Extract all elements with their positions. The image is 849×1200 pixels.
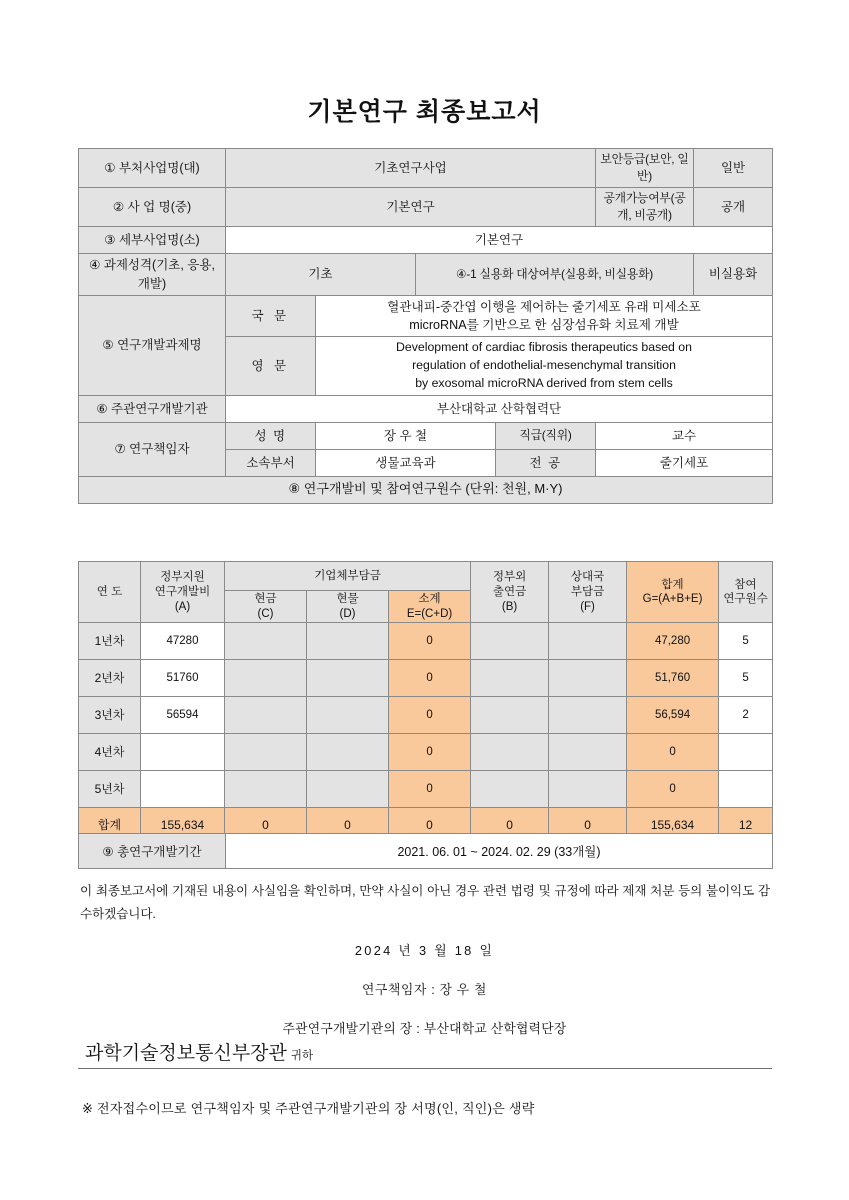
english-title-line-2: regulation of endothelial-mesenchymal transition bbox=[412, 357, 676, 372]
budget-cell-staff-count bbox=[719, 771, 773, 808]
table-row-project-type bbox=[79, 254, 773, 295]
budget-cell-partner bbox=[549, 771, 627, 808]
label-research-period: ⑨ 총연구개발기간 bbox=[79, 834, 226, 869]
table-row-program-name bbox=[79, 188, 773, 227]
budget-section-header: ⑧ 연구개발비 및 참여연구원수 (단위: 천원, M·Y) bbox=[79, 476, 773, 503]
budget-cell-inkind bbox=[307, 771, 389, 808]
label-principal-investigator: ⑦ 연구책임자 bbox=[79, 422, 226, 476]
header-cash-line1: 현금 bbox=[254, 593, 277, 605]
value-ministry-program: 기초연구사업 bbox=[226, 149, 596, 188]
budget-row bbox=[79, 771, 773, 808]
budget-cell-staff-count: 5 bbox=[719, 660, 773, 697]
label-commercialization: ④-1 실용화 대상여부(실용화, 비실용화) bbox=[416, 254, 694, 295]
budget-row-year: 2년차 bbox=[79, 660, 141, 697]
budget-total-inkind: 0 bbox=[307, 808, 389, 843]
label-pi-department: 소속부서 bbox=[226, 449, 316, 476]
budget-row-year: 5년차 bbox=[79, 771, 141, 808]
budget-header-row-1 bbox=[79, 562, 773, 591]
budget-total-grand-total: 155,634 bbox=[627, 808, 719, 843]
ministry-honorific: 귀하 bbox=[290, 1050, 314, 1062]
budget-cell-subtotal: 0 bbox=[389, 734, 471, 771]
budget-total-staff-count: 12 bbox=[719, 808, 773, 843]
table-row-budget-section-header bbox=[79, 476, 773, 503]
label-pi-name: 성 명 bbox=[226, 422, 316, 449]
budget-cell-cash bbox=[225, 771, 307, 808]
budget-cell-grand-total: 56,594 bbox=[627, 697, 719, 734]
statement-line-1: 이 최종보고서에 기재된 내용이 사실임을 확인하며, 만약 사실이 아닌 경우 관련 법령 및 규정에 따라 제재 bbox=[80, 884, 647, 898]
budget-cell-nongov bbox=[471, 660, 549, 697]
budget-row bbox=[79, 660, 773, 697]
table-row-host-organization bbox=[79, 395, 773, 422]
header-gov-fund-line3: (A) bbox=[174, 600, 191, 613]
project-info-table bbox=[78, 148, 773, 504]
budget-cell-nongov bbox=[471, 697, 549, 734]
budget-row-year: 4년차 bbox=[79, 734, 141, 771]
english-title-line-1: Development of cardiac fibrosis therapeutics based on bbox=[396, 340, 692, 355]
value-pi-rank: 교수 bbox=[596, 422, 773, 449]
budget-cell-partner bbox=[549, 697, 627, 734]
header-nongov-fund bbox=[471, 562, 549, 623]
budget-total-nongov: 0 bbox=[471, 808, 549, 843]
value-host-organization: 부산대학교 산학협력단 bbox=[226, 395, 773, 422]
budget-cell-gov-fund: 56594 bbox=[141, 697, 225, 734]
budget-cell-cash bbox=[225, 734, 307, 771]
budget-cell-nongov bbox=[471, 771, 549, 808]
budget-cell-gov-fund bbox=[141, 771, 225, 808]
budget-total-subtotal: 0 bbox=[389, 808, 471, 843]
table-row-project-title-ko bbox=[79, 295, 773, 337]
header-inkind-line2: (D) bbox=[339, 607, 356, 620]
budget-cell-grand-total: 0 bbox=[627, 734, 719, 771]
value-pi-name: 장 우 철 bbox=[316, 422, 496, 449]
header-inkind-line1: 현물 bbox=[336, 593, 359, 605]
budget-cell-staff-count: 5 bbox=[719, 623, 773, 660]
budget-cell-inkind bbox=[307, 660, 389, 697]
budget-cell-inkind bbox=[307, 734, 389, 771]
budget-cell-staff-count bbox=[719, 734, 773, 771]
budget-cell-partner bbox=[549, 623, 627, 660]
table-row-research-period bbox=[79, 834, 773, 869]
value-disclosure: 공개 bbox=[694, 188, 773, 227]
value-pi-department: 생물교육과 bbox=[316, 449, 496, 476]
header-grand-total bbox=[627, 562, 719, 623]
budget-total-partner: 0 bbox=[549, 808, 627, 843]
table-row-sub-program bbox=[79, 227, 773, 254]
header-gov-fund-line2: 연구개발비 bbox=[154, 585, 211, 598]
header-partner-country-fund bbox=[549, 562, 627, 623]
statement-line-2: 처분 등의 불이익도 감수하겠습니다. bbox=[80, 884, 770, 922]
value-program-name: 기본연구 bbox=[226, 188, 596, 227]
budget-cell-grand-total: 0 bbox=[627, 771, 719, 808]
header-gov-fund-line1: 정부지원 bbox=[160, 571, 205, 584]
header-total-line1: 합계 bbox=[661, 578, 684, 591]
research-period-table bbox=[78, 833, 773, 869]
header-staff-count bbox=[719, 562, 773, 623]
table-row-pi-name bbox=[79, 422, 773, 449]
budget-total-label: 합계 bbox=[79, 808, 141, 843]
budget-row-year: 3년차 bbox=[79, 697, 141, 734]
header-staff-line1: 참여 bbox=[734, 578, 757, 591]
header-subtotal-line1: 소계 bbox=[418, 593, 441, 605]
signature-principal-investigator: 연구책임자 : 장 우 철 bbox=[362, 982, 487, 997]
budget-cell-nongov bbox=[471, 623, 549, 660]
value-english-title bbox=[316, 337, 773, 395]
korean-title-line-1: 혈관내피-중간엽 이행을 제어하는 줄기세포 유래 미세소포 bbox=[387, 299, 701, 314]
budget-table bbox=[78, 561, 773, 843]
signature-organization-head: 주관연구개발기관의 장 : 부산대학교 산학협력단장 bbox=[282, 1021, 567, 1036]
header-total-line2: G=(A+B+E) bbox=[642, 593, 703, 606]
label-ministry-program: ① 부처사업명(대) bbox=[79, 149, 226, 188]
budget-cell-partner bbox=[549, 660, 627, 697]
header-nongov-line3: (B) bbox=[501, 600, 518, 613]
footer-divider bbox=[78, 1068, 772, 1069]
budget-row-year: 1년차 bbox=[79, 623, 141, 660]
header-partner-line2: 부담금 bbox=[570, 585, 605, 598]
label-project-title: ⑤ 연구개발과제명 bbox=[79, 295, 226, 395]
header-year: 연 도 bbox=[79, 562, 141, 623]
value-commercialization: 비실용화 bbox=[694, 254, 773, 295]
budget-cell-gov-fund: 51760 bbox=[141, 660, 225, 697]
budget-cell-staff-count: 2 bbox=[719, 697, 773, 734]
header-subtotal-line2: E=(C+D) bbox=[406, 607, 453, 620]
label-pi-major: 전 공 bbox=[496, 449, 596, 476]
label-disclosure: 공개가능여부(공개, 비공개) bbox=[596, 188, 694, 227]
budget-cell-cash bbox=[225, 660, 307, 697]
budget-cell-inkind bbox=[307, 623, 389, 660]
budget-total-cash: 0 bbox=[225, 808, 307, 843]
budget-row bbox=[79, 623, 773, 660]
budget-row bbox=[79, 697, 773, 734]
header-cash-line2: (C) bbox=[257, 607, 274, 620]
budget-cell-grand-total: 51,760 bbox=[627, 660, 719, 697]
value-sub-program: 기본연구 bbox=[226, 227, 773, 254]
budget-cell-subtotal: 0 bbox=[389, 697, 471, 734]
english-title-line-3: by exosomal microRNA derived from stem cells bbox=[415, 375, 673, 390]
header-nongov-line1: 정부외 bbox=[492, 571, 527, 584]
value-research-period: 2021. 06. 01 ~ 2024. 02. 29 (33개월) bbox=[226, 834, 773, 869]
header-cash bbox=[225, 591, 307, 623]
declaration-statement bbox=[80, 880, 770, 927]
budget-cell-gov-fund: 47280 bbox=[141, 623, 225, 660]
budget-cell-cash bbox=[225, 623, 307, 660]
header-nongov-line2: 출연금 bbox=[492, 585, 527, 598]
label-pi-rank: 직급(직위) bbox=[496, 422, 596, 449]
label-security-grade: 보안등급(보안, 일반) bbox=[596, 149, 694, 188]
budget-cell-gov-fund bbox=[141, 734, 225, 771]
korean-title-line-2: microRNA를 기반으로 한 심장섬유화 치료제 개발 bbox=[409, 317, 679, 332]
label-project-type: ④ 과제성격(기초, 응용, 개발) bbox=[79, 254, 226, 295]
budget-cell-subtotal: 0 bbox=[389, 771, 471, 808]
budget-cell-nongov bbox=[471, 734, 549, 771]
header-staff-line2: 연구원수 bbox=[723, 593, 768, 606]
label-korean-title: 국 문 bbox=[226, 295, 316, 337]
label-english-title: 영 문 bbox=[226, 337, 316, 395]
label-host-organization: ⑥ 주관연구개발기관 bbox=[79, 395, 226, 422]
header-partner-line1: 상대국 bbox=[570, 571, 605, 584]
budget-cell-cash bbox=[225, 697, 307, 734]
label-program-name: ② 사 업 명(중) bbox=[79, 188, 226, 227]
label-sub-program: ③ 세부사업명(소) bbox=[79, 227, 226, 254]
value-project-type: 기초 bbox=[226, 254, 416, 295]
page-title: 기본연구 최종보고서 bbox=[307, 98, 542, 126]
budget-cell-partner bbox=[549, 734, 627, 771]
value-korean-title bbox=[316, 295, 773, 337]
footer-note: ※ 전자접수이므로 연구책임자 및 주관연구개발기관의 장 서명(인, 직인)은 생략 bbox=[82, 1101, 535, 1116]
value-pi-major: 줄기세포 bbox=[596, 449, 773, 476]
value-security-grade: 일반 bbox=[694, 149, 773, 188]
signature-date: 2024 년 3 월 18 일 bbox=[354, 943, 495, 958]
ministry-name: 과학기술정보통신부장관 bbox=[85, 1043, 287, 1064]
header-subtotal bbox=[389, 591, 471, 623]
table-row-ministry-program bbox=[79, 149, 773, 188]
budget-cell-subtotal: 0 bbox=[389, 623, 471, 660]
budget-table-body bbox=[79, 623, 773, 843]
budget-total-gov-fund: 155,634 bbox=[141, 808, 225, 843]
budget-cell-subtotal: 0 bbox=[389, 660, 471, 697]
header-inkind bbox=[307, 591, 389, 623]
budget-cell-inkind bbox=[307, 697, 389, 734]
addressee-ministry bbox=[85, 1038, 313, 1065]
header-company-contribution: 기업체부담금 bbox=[225, 562, 471, 591]
header-gov-fund bbox=[141, 562, 225, 623]
header-partner-line3: (F) bbox=[580, 600, 595, 613]
budget-cell-grand-total: 47,280 bbox=[627, 623, 719, 660]
budget-row bbox=[79, 734, 773, 771]
